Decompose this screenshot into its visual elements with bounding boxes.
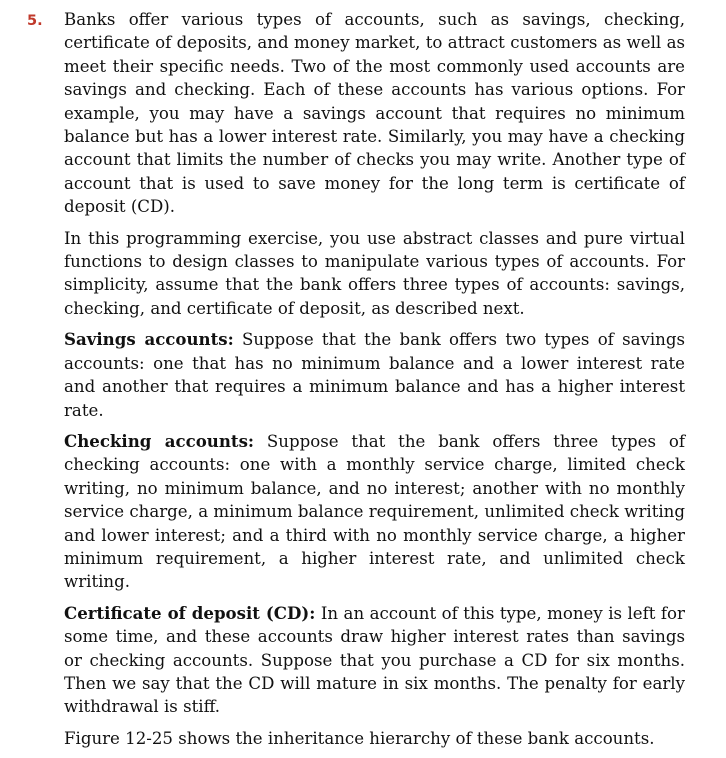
savings-heading: Savings accounts: xyxy=(64,329,234,350)
checking-text: Suppose that the bank offers three types of checking accounts: one with a monthly service charge, limited check writing, no minimum balance, and no interest; another with no monthly service charge, a minimum balance requirement, unlimited check writing and lower interest; and a third with no monthly service charge, a higher minimum requirement, a higher interest rate, and unlimited check writing. xyxy=(64,431,686,592)
cd-text: In an account of this type, money is left for some time, and these accounts draw higher interest rates than savings or checking accounts. Suppose that you purchase a CD for six months. Then we say that the CD will mature in six months. The penalty for early withdrawal is stiff. xyxy=(64,603,685,717)
checking-paragraph xyxy=(64,430,685,594)
exercise-number: 5. xyxy=(27,13,43,29)
checking-heading: Checking accounts: xyxy=(64,430,255,451)
task-paragraph: In this programming exercise, you use abstract classes and pure virtual functions to design classes to manipulate various types of accounts. For simplicity, assume that the bank offers three types of accounts: savings, checking, and certificate of deposit, as described next. xyxy=(64,228,685,318)
cd-paragraph xyxy=(64,602,685,719)
cd-heading: Certificate of deposit (CD): xyxy=(64,602,316,623)
exercise-body xyxy=(64,8,685,758)
savings-paragraph xyxy=(64,328,685,422)
intro-paragraph: Banks offer various types of accounts, such as savings, checking, certificate of deposits, and money market, to attract customers as well as meet their specific needs. Two of the most commonly used accounts are savings and checking. Each of these accounts has various options. For example, you may have a savings account that requires no minimum balance but has a lower interest rate. Similarly, you may have a checking account that limits the number of checks you may write. Another type of account that is used to save money for the long term is certificate of deposit (CD). xyxy=(64,10,685,217)
figure-reference: Figure 12-25 shows the inheritance hierarchy of these bank accounts. xyxy=(64,728,655,748)
savings-text: Suppose that the bank offers two types of savings accounts: one that has no minimum balance and a lower interest rate and another that requires a minimum balance and has a higher interest rate. xyxy=(64,330,685,420)
